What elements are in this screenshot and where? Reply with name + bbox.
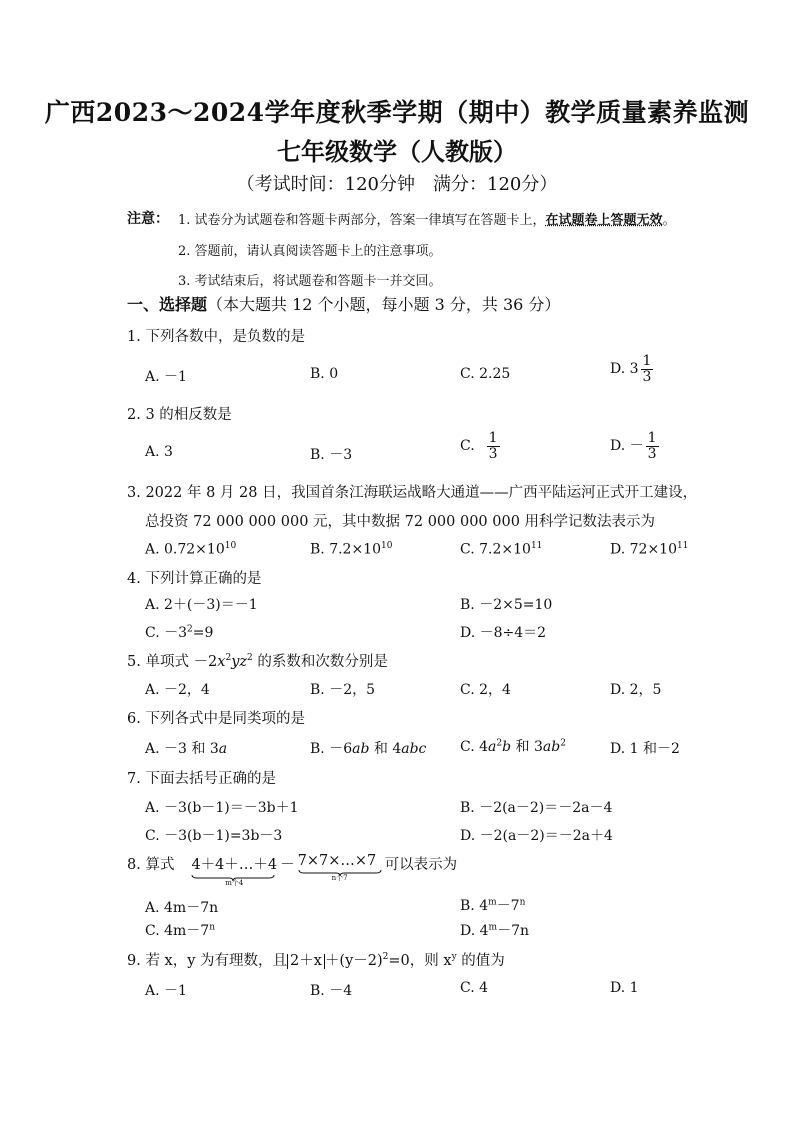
question-6-stem: 6. 下列各式中是同类项的是: [127, 711, 305, 727]
question-8-option-a: A. 4m－7n: [145, 900, 219, 916]
question-5-stem: [127, 650, 388, 671]
exam-title: 广西2023～2024学年度秋季学期（期中）教学质量素养监测: [44, 98, 750, 127]
question-3-option-b-base: B. 7.2×10: [310, 541, 381, 558]
question-6-option-c-exp-1: 2: [496, 738, 503, 749]
question-4-option-c-base: C. －3: [145, 625, 188, 641]
question-9-exp-2: y: [451, 952, 457, 963]
question-6-option-b-text: B. －6: [310, 741, 353, 757]
question-9-option-d: D. 1: [610, 980, 639, 996]
underbrace-product: [298, 853, 382, 883]
question-7-option-c: C. －3(b－1)=3b－3: [145, 828, 283, 844]
question-5-stem-suffix: 的系数和次数分别是: [252, 654, 388, 670]
question-4-option-c: [145, 622, 213, 642]
question-3-option-b: [310, 541, 392, 558]
question-5-option-a: A. －2，4: [145, 682, 210, 698]
question-5-stem-prefix: 5. 单项式 －2: [127, 654, 218, 670]
note-item-1: [178, 209, 676, 228]
question-6-option-a: [145, 738, 227, 758]
question-7-option-a: A. －3(b－1)＝－3b＋1: [145, 800, 299, 816]
exam-subtitle: 七年级数学（人教版）: [277, 137, 517, 166]
underbrace-product-label: n个7: [331, 874, 348, 882]
fraction-denominator: 3: [647, 445, 657, 462]
question-7-option-d: D. －2(a－2)＝－2a＋4: [460, 828, 613, 844]
question-3-option-a: [145, 541, 236, 558]
fraction: [646, 431, 659, 461]
question-5-var-yz: yz: [231, 654, 248, 670]
question-8-stem: [127, 853, 457, 888]
question-5-exp-1: 2: [225, 653, 232, 664]
question-9-stem-mid: ＋(y－2): [324, 953, 383, 969]
underbrace-sum-label: m个4: [225, 879, 244, 887]
question-6-option-a-text: A. －3 和 3: [145, 741, 219, 757]
question-7-stem: 7. 下面去括号正确的是: [127, 771, 276, 787]
question-2-option-c-prefix: C.: [460, 438, 475, 455]
question-9-stem-prefix: 9. 若 x，y 为有理数，且: [127, 953, 288, 969]
question-3-option-c-exponent: 11: [530, 541, 543, 551]
question-8-option-d-base: D. 4: [460, 923, 489, 939]
question-3-option-c: [460, 541, 542, 558]
note-item-1-end: 。: [662, 213, 676, 228]
question-5-option-c: C. 2，4: [460, 682, 511, 698]
fraction-numerator: 1: [642, 353, 652, 369]
underbrace-sum-expression: 4＋4＋…＋4: [191, 857, 278, 873]
question-2-option-c: [460, 431, 502, 461]
question-9-option-c: C. 4: [460, 980, 489, 996]
question-4-option-d: D. －8÷4＝2: [460, 625, 547, 641]
question-2-option-b: B. －3: [310, 447, 353, 463]
question-2-stem: 2. 3 的相反数是: [127, 407, 232, 423]
question-3-option-b-exponent: 10: [381, 541, 393, 551]
question-5-option-b: B. －2，5: [310, 682, 376, 698]
question-6-option-d: D. 1 和－2: [610, 741, 680, 757]
question-8-option-b-base: B. 4: [460, 898, 489, 914]
question-6-option-b-var-2: abc: [401, 741, 427, 757]
question-3-option-a-exponent: 10: [224, 541, 237, 551]
exam-info: （考试时间：120分钟 满分：120分）: [236, 174, 558, 195]
question-3-option-a-base: A. 0.72×10: [145, 541, 225, 558]
question-4-option-a: A. 2＋(－3)＝－1: [145, 597, 258, 613]
question-1-option-d-prefix: D. 3: [610, 361, 639, 378]
question-1-option-b: B. 0: [310, 366, 339, 382]
question-8-option-d: [460, 920, 529, 940]
question-1-option-d: [610, 354, 655, 384]
question-8-option-c-exp: n: [209, 922, 215, 933]
question-3-stem-line-1: 3. 2022 年 8 月 28 日，我国首条江海联运战略大通道——广西平陆运河正式开工建设，: [127, 485, 698, 501]
question-8-option-b-exp-2: n: [519, 897, 526, 908]
question-4-stem: 4. 下列计算正确的是: [127, 571, 262, 587]
question-1-option-a: A. －1: [145, 369, 187, 385]
question-4-option-c-exponent: 2: [187, 624, 193, 635]
question-9-stem-eq: =0，则 x: [388, 953, 452, 969]
question-4-option-c-rest: =9: [192, 625, 214, 641]
section-1-desc: （本大题共 12 个小题，每小题 3 分，共 36 分）: [207, 295, 561, 314]
note-item-1-emphasis: 在试题卷上答题无效: [545, 213, 663, 228]
question-9-option-a: A. －1: [145, 983, 187, 999]
question-2-option-d-prefix: D. －: [610, 438, 644, 455]
question-3-option-d-exponent: 11: [677, 541, 689, 551]
underbrace-sum: [191, 853, 277, 888]
question-5-exp-2: 2: [247, 653, 253, 664]
note-item-3: 3. 考试结束后，将试题卷和答题卡一并交回。: [178, 274, 442, 289]
question-4-option-b: B. －2×5=10: [460, 597, 553, 613]
question-8-stem-suffix: 可以表示为: [384, 857, 458, 873]
fraction-denominator: 3: [488, 445, 498, 462]
question-6-option-b-var-1: ab: [352, 741, 370, 757]
question-6-option-c-var-b: b: [502, 739, 512, 755]
question-3-option-d-base: D. 72×10: [610, 541, 677, 558]
question-3-option-c-base: C. 7.2×10: [460, 541, 531, 558]
question-6-option-a-var: a: [218, 741, 228, 757]
question-6-option-c-var-a: a: [488, 739, 497, 755]
question-9-stem-suffix: 的值为: [456, 953, 505, 969]
underbrace-product-expression: 7×7×…×7: [297, 853, 377, 869]
fraction-numerator: 1: [488, 430, 498, 446]
section-1-name: 一、选择题: [127, 295, 208, 314]
question-6-option-c-text: C. 4: [460, 739, 489, 755]
fraction-denominator: 3: [642, 368, 652, 385]
notes-label: 注意：: [127, 211, 169, 227]
question-8-minus: －: [280, 857, 295, 873]
question-6-option-c-mid: 和 3: [511, 739, 543, 755]
question-6-option-b: [310, 738, 426, 758]
absolute-value-expression: 2＋x: [287, 954, 325, 969]
question-3-stem-line-2: 总投资 72 000 000 000 元，其中数据 72 000 000 000 用科学记数法表示为: [145, 514, 656, 530]
question-6-option-c-var-ab: ab: [542, 739, 561, 755]
question-5-option-d: D. 2，5: [610, 682, 662, 698]
question-1-option-c: C. 2.25: [460, 366, 511, 382]
fraction: [487, 431, 500, 461]
question-6-option-c-exp-2: 2: [560, 738, 566, 749]
question-8-option-b-mid: －7: [496, 898, 520, 914]
note-item-2: 2. 答题前，请认真阅读答题卡上的注意事项。: [178, 244, 442, 259]
question-7-option-b: B. －2(a－2)＝－2a－4: [460, 800, 613, 816]
question-1-stem: 1. 下列各数中，是负数的是: [127, 329, 305, 345]
question-2-option-d: [610, 431, 661, 461]
question-8-option-c-base: C. 4m－7: [145, 923, 210, 939]
note-item-1-text: 1. 试卷分为试题卷和答题卡两部分，答案一律填写在答题卡上，: [178, 213, 546, 228]
question-8-option-b-exp-1: m: [488, 897, 497, 908]
question-8-option-d-rest: －7n: [497, 923, 530, 939]
question-8-option-d-exp: m: [488, 922, 498, 933]
fraction-numerator: 1: [647, 430, 657, 446]
question-9-option-b: B. －4: [310, 983, 353, 999]
fraction: [641, 354, 654, 384]
question-9-exp-1: 2: [382, 952, 389, 963]
question-8-option-b: [460, 895, 525, 915]
question-8-option-c: [145, 920, 215, 940]
question-3-option-d: [610, 541, 688, 558]
question-2-option-a: A. 3: [145, 444, 173, 460]
question-6-option-c: [460, 736, 566, 756]
section-1-header: [127, 292, 560, 315]
question-5-var-x: x: [217, 654, 226, 670]
question-6-option-b-mid: 和 4: [369, 741, 402, 757]
question-9-stem: [127, 949, 505, 970]
question-8-stem-prefix: 8. 算式: [127, 857, 175, 873]
